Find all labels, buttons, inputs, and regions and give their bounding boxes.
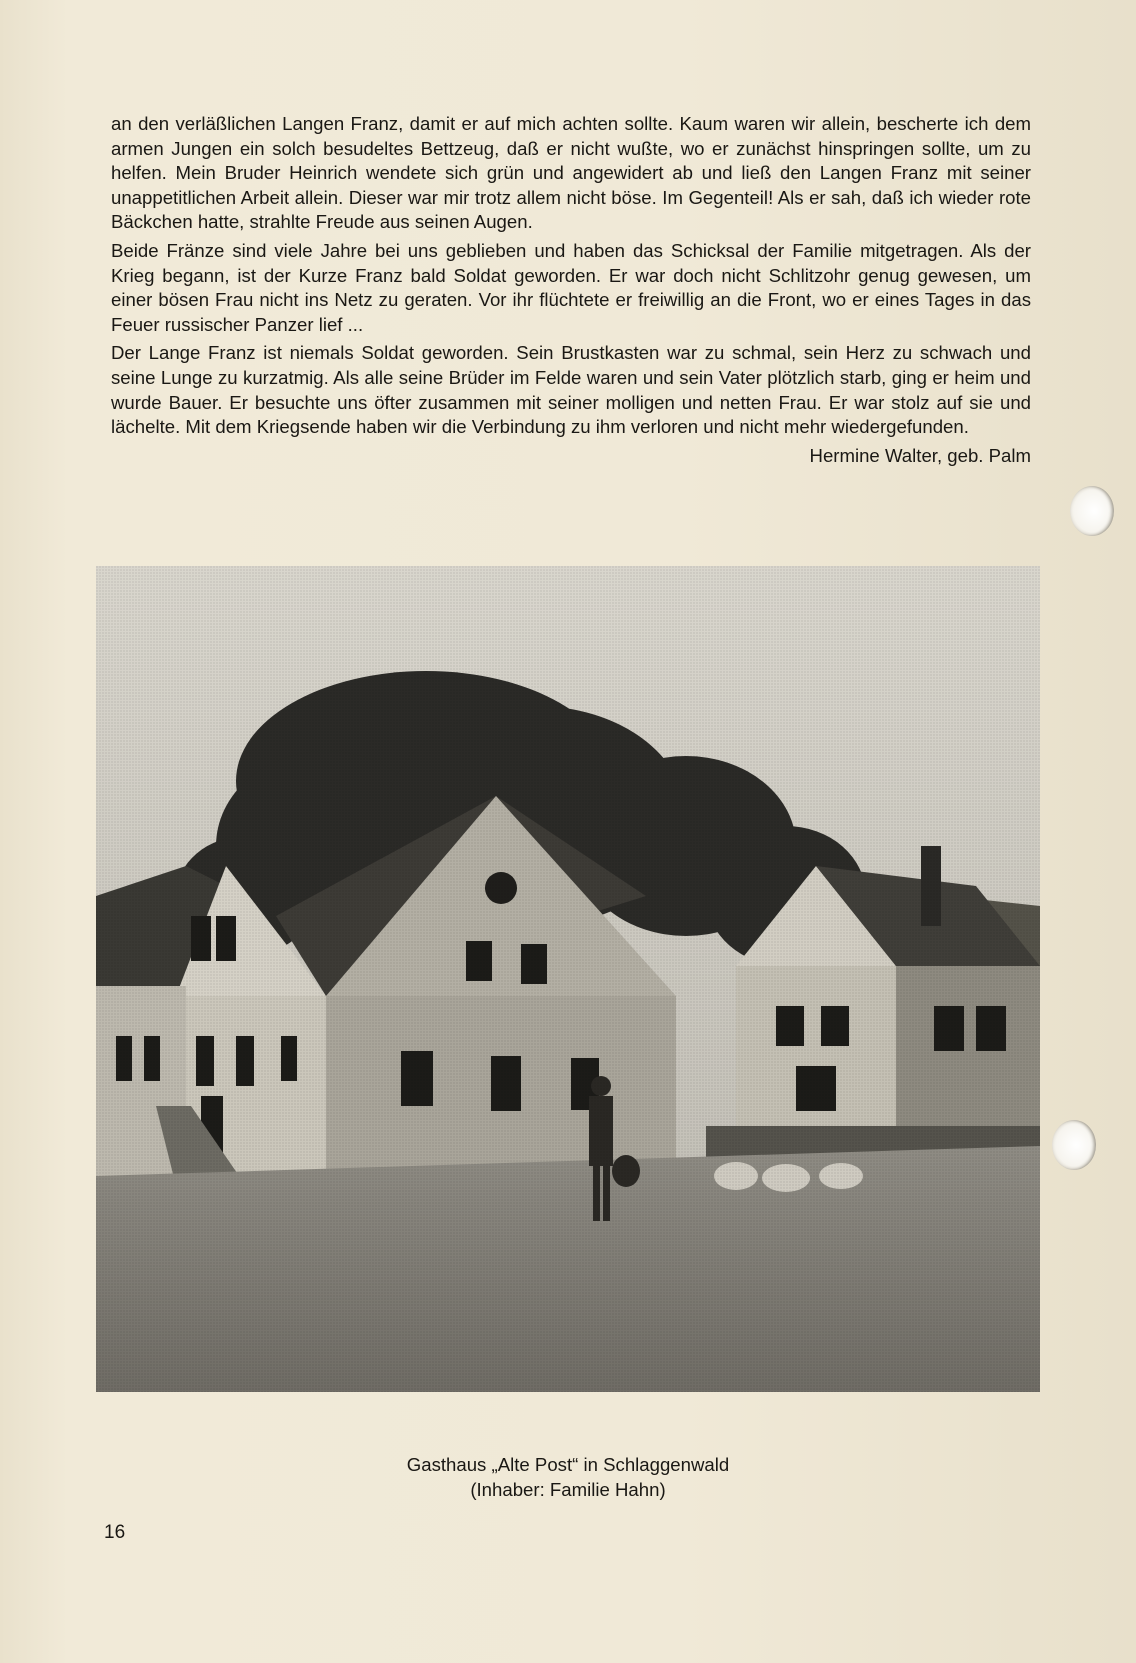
photo-caption [96, 1452, 1040, 1502]
paragraph-2: Beide Fränze sind viele Jahre bei uns geblieben und haben das Schicksal der Familie mitgetragen. Als der Krieg begann, ist der Kurze Franz bald Soldat geworden. Er war doch nicht Schlitzohr genug gewesen, um einer bösen Frau nicht ins Netz zu geraten. Vor ihr flüchtete er freiwillig an die Front, wo er eines Tages in das Feuer russischer Panzer lief ... [111, 239, 1031, 335]
punch-hole-icon [1052, 1120, 1096, 1170]
photograph-gasthaus [96, 566, 1040, 1392]
author-signature: Hermine Walter, geb. Palm [809, 444, 1031, 466]
caption-line-2: (Inhaber: Familie Hahn) [470, 1479, 666, 1500]
page-number: 16 [104, 1522, 126, 1543]
paragraph-3: Der Lange Franz ist niemals Soldat geworden. Sein Brustkasten war zu schmal, sein Herz zu schwach und seine Lunge zu kurzatmig. Als alle seine Brüder im Felde waren und sein Vater plötzlich starb, ging er heim und wurde Bauer. Er besuchte uns öfter zusammen mit seiner molligen und netten Frau. Er war stolz auf sie und lächelte. Mit dem Kriegsende haben wir die Verbindung zu ihm verloren und nicht mehr wiedergefunden. [111, 342, 1031, 438]
caption-line-1: Gasthaus „Alte Post“ in Schlaggenwald [406, 1454, 730, 1475]
body-text [111, 112, 1031, 468]
punch-hole-icon [1070, 486, 1114, 536]
paragraph-1: an den verläßlichen Langen Franz, damit er auf mich achten sollte. Kaum waren wir allein, bescherte ich dem armen Jungen ein solch besudeltes Bettzeug, daß er nicht wußte, wo er zunächst hinspringen sollte, um zu helfen. Mein Bruder Heinrich wendete sich grün und angewidert ab und ließ den Langen Franz mit seiner unappetitlichen Arbeit allein. Dieser war mir trotz allem nicht böse. Im Gegenteil! Als er sah, daß ich wieder rote Bäckchen hatte, strahlte Freude aus seinen Augen. [111, 113, 1031, 233]
